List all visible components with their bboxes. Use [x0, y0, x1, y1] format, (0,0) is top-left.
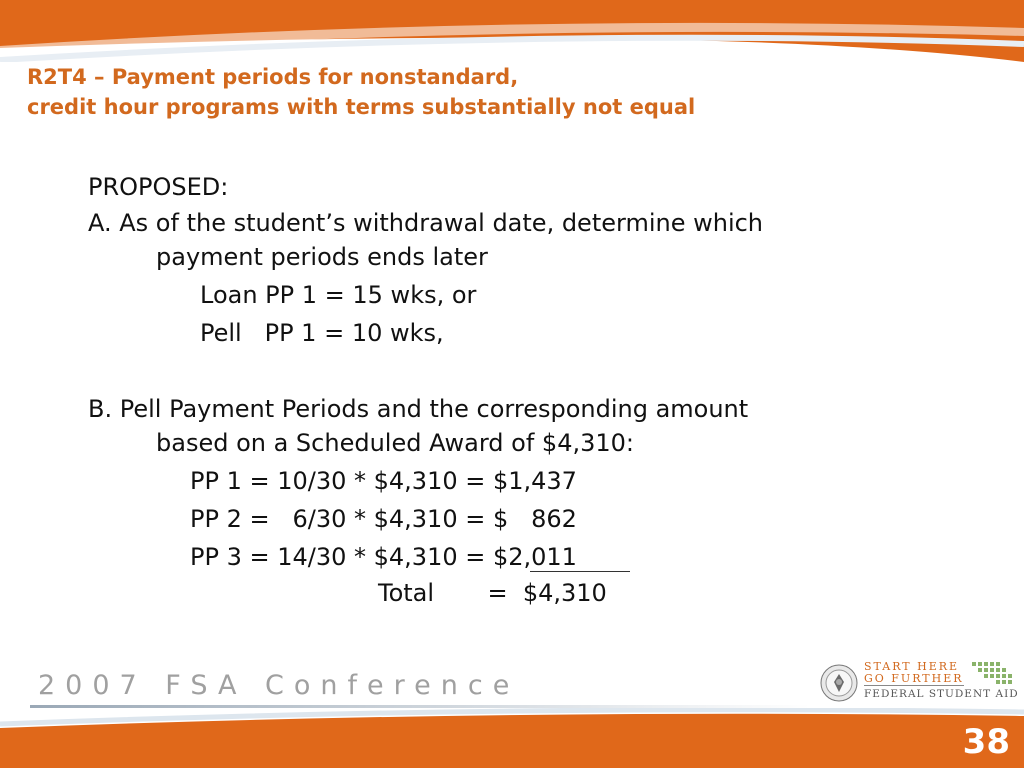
loan-payment-period: Loan PP 1 = 15 wks, or	[200, 281, 477, 309]
proposed-heading: PROPOSED:	[88, 173, 229, 201]
point-b-line-2: based on a Scheduled Award of $4,310:	[156, 429, 634, 457]
conference-label: 2007 FSA Conference	[38, 670, 520, 701]
title-line-2: credit hour programs with terms substantially not equal	[27, 95, 696, 119]
logo-line-3: FEDERAL STUDENT AID	[864, 688, 1019, 700]
pp1-calculation: PP 1 = 10/30 * $4,310 = $1,437	[190, 467, 577, 495]
title-line-1: R2T4 – Payment periods for nonstandard,	[27, 65, 519, 89]
page-number: 38	[962, 722, 1010, 762]
sum-underline	[530, 571, 630, 572]
logo-dot-pattern-icon	[972, 662, 1016, 686]
logo-divider	[864, 685, 964, 686]
federal-student-aid-logo	[864, 660, 1020, 708]
point-a-line-1: A. As of the student’s withdrawal date, determine which	[88, 209, 764, 237]
total-line: Total = $4,310	[378, 579, 607, 607]
pp3-calculation: PP 3 = 14/30 * $4,310 = $2,011	[190, 543, 577, 571]
point-a-line-2: payment periods ends later	[156, 243, 488, 271]
pp2-calculation: PP 2 = 6/30 * $4,310 = $ 862	[190, 505, 577, 533]
logo-line-2: GO FURTHER	[864, 672, 964, 685]
logo-line-1: START HERE	[864, 660, 960, 673]
department-seal-icon	[820, 664, 858, 702]
pell-payment-period: Pell PP 1 = 10 wks,	[200, 319, 444, 347]
bottom-decorative-band	[0, 708, 1024, 768]
point-b-line-1: B. Pell Payment Periods and the corresponding amount	[88, 395, 749, 423]
